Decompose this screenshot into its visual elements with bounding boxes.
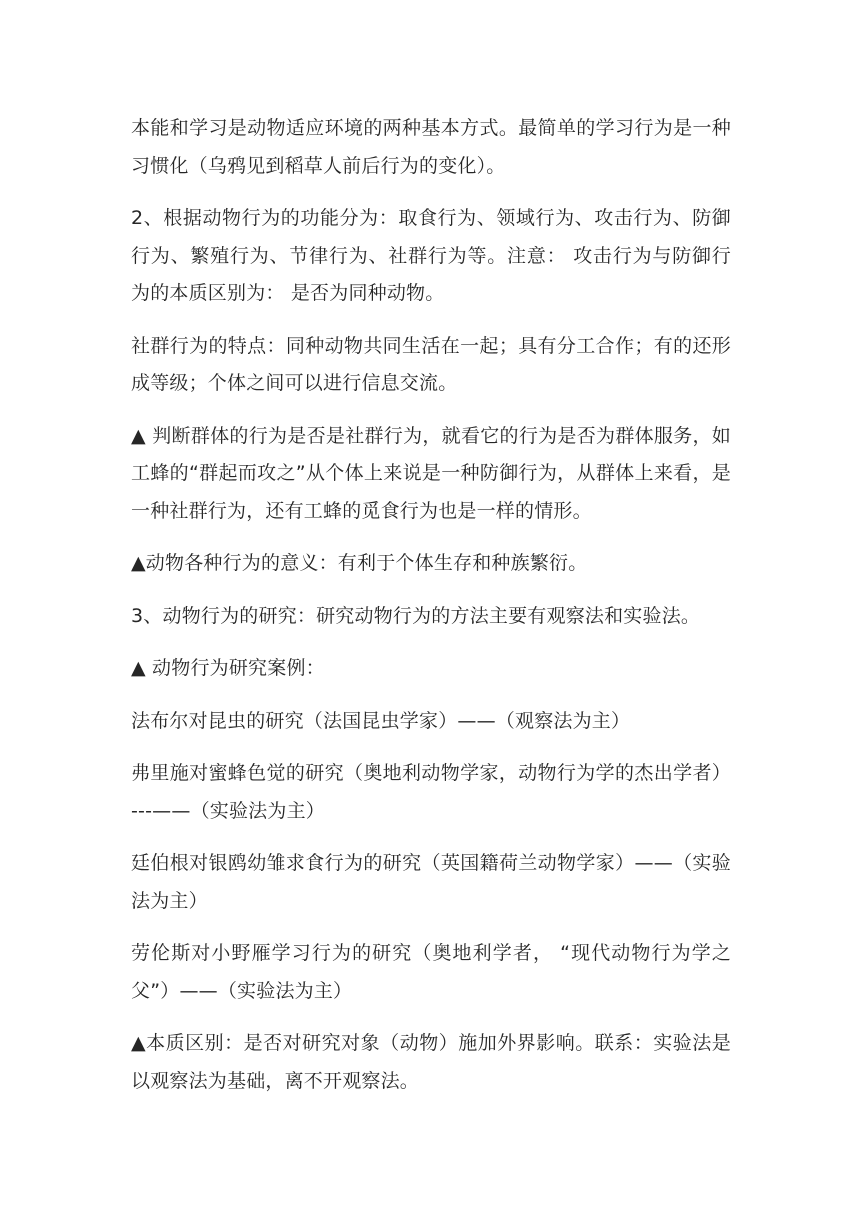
paragraph-behavior-significance: ▲动物各种行为的意义：有利于个体生存和种族繁衍。 [131,552,588,574]
paragraph-behavior-functions: 2、根据动物行为的功能分为：取食行为、领域行为、攻击行为、防御行为、繁殖行为、节律行为、社群行为等。注意： 攻击行为与防御行为的本质区别为： 是否为同种动物。 [131,207,731,304]
paragraph-social-behavior-judgement: ▲ 判断群体的行为是否是社群行为，就看它的行为是否为群体服务，如工蜂的“群起而攻之”从个体上来说是一种防御行为，从群体上来看，是一种社群行为，还有工蜂的觅食行为也是一样的情形。 [131,424,731,522]
paragraph-behavior-research: 3、动物行为的研究：研究动物行为的方法主要有观察法和实验法。 [131,604,701,627]
paragraph-instinct-learning: 本能和学习是动物适应环境的两种基本方式。最简单的学习行为是一种习惯化（乌鸦见到稻草人前后行为的变化）。 [131,117,731,177]
paragraph-case-frisch: 弗里施对蜜蜂色觉的研究（奥地利动物学家，动物行为学的杰出学者）---——（实验法为主） [131,762,731,822]
document-body [131,110,731,1100]
paragraph-case-fabre: 法布尔对昆虫的研究（法国昆虫学家）——（观察法为主） [131,709,631,732]
paragraph-case-tinbergen: 廷伯根对银鸥幼雏求食行为的研究（英国籍荷兰动物学家）——（实验法为主） [131,852,731,912]
paragraph-research-cases-heading: ▲ 动物行为研究案例： [131,657,325,679]
paragraph-case-lorenz: 劳伦斯对小野雁学习行为的研究（奥地利学者， “现代动物行为学之父”）——（实验法为主） [131,942,731,1002]
paragraph-social-behavior-traits: 社群行为的特点：同种动物共同生活在一起；具有分工合作；有的还形成等级；个体之间可以进行信息交流。 [131,334,731,394]
paragraph-methods-difference: ▲本质区别：是否对研究对象（动物）施加外界影响。联系：实验法是以观察法为基础，离不开观察法。 [131,1032,731,1092]
